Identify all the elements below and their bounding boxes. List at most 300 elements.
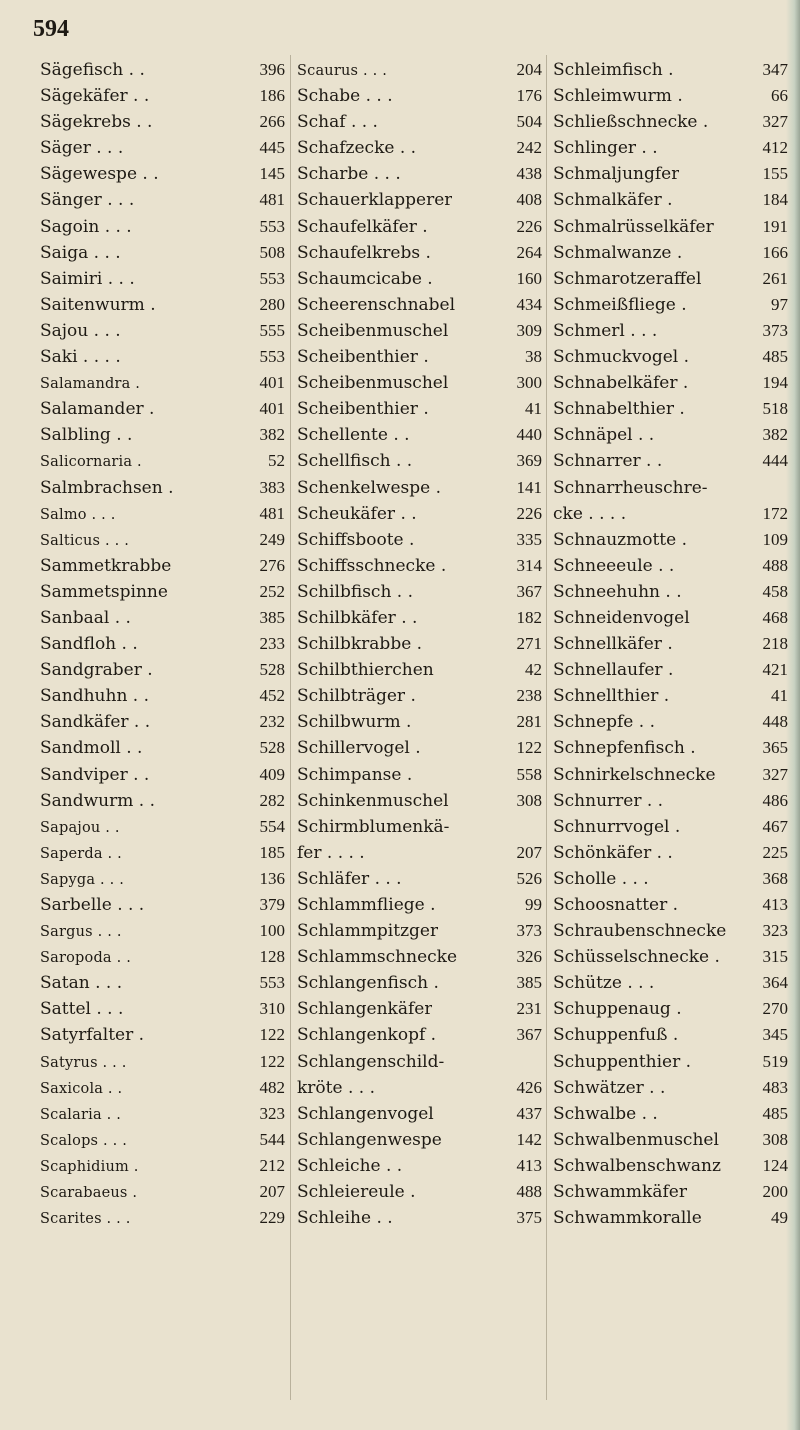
entry-term: Scarites . . . [40,1211,131,1228]
index-column-2 [297,57,542,1231]
entry-term: Salmbrachsen . [40,477,174,498]
index-entry [553,605,788,631]
index-entry [297,318,542,344]
entry-page-number: 176 [516,86,542,106]
entry-page-number: 172 [762,503,788,523]
entry-term: Schleimfisch . [553,60,674,80]
entry-term: Schleiereule . [297,1182,416,1203]
entry-term: Schmerl . . . [553,320,658,341]
index-entry [40,709,285,735]
index-entry [297,344,542,370]
index-entry [297,1049,542,1075]
entry-term: kröte . . . [297,1077,375,1098]
entry-page-number: 445 [259,138,285,158]
entry-page-number: 300 [516,373,542,393]
index-entry [40,527,285,553]
index-entry [297,240,542,266]
entry-term: Salticus . . . [40,532,130,549]
entry-term: Schließschnecke . [553,112,709,133]
index-entry [297,840,542,866]
entry-page-number: 481 [259,190,285,210]
entry-term: Schönkäfer . . [553,842,673,863]
entry-term: Schnauzmotte . [553,529,687,550]
entry-term: Schneidenvogel [553,607,690,628]
entry-page-number: 309 [516,320,542,340]
index-entry [553,344,788,370]
entry-page-number: 280 [259,294,285,314]
entry-page-number: 401 [259,399,285,419]
index-entry [553,1101,788,1127]
entry-page-number: 382 [762,425,788,445]
entry-page-number: 369 [516,451,542,471]
index-entry [297,109,542,135]
entry-term: Schneeeule . . [553,555,675,576]
index-entry [297,605,542,631]
index-entry [40,1075,285,1101]
entry-page-number: 136 [259,868,285,888]
entry-page-number: 212 [259,1155,285,1175]
entry-term: Schabe . . . [297,86,393,107]
index-entry [40,266,285,292]
entry-page-number: 109 [762,529,788,549]
entry-page-number: 204 [516,60,542,79]
entry-term: Schilbfisch . . [297,581,414,602]
entry-page-number: 100 [259,921,285,941]
entry-term: Schlangenfisch . [297,973,439,994]
entry-term: Salbling . . [40,425,133,446]
index-column-1 [40,57,285,1231]
index-entry [297,1022,542,1048]
index-entry [40,892,285,918]
entry-page-number: 408 [516,190,542,210]
entry-term: Satyrus . . . [40,1054,127,1071]
entry-term: Saiga . . . [40,242,121,263]
entry-term: Schnellaufer . [553,660,674,681]
entry-term: Schilbkäfer . . [297,607,418,628]
entry-page-number: 345 [762,1025,788,1045]
entry-term: Scheibenthier . [297,399,429,420]
index-entry [297,214,542,240]
entry-term: Säger . . . [40,138,124,159]
index-entry [553,83,788,109]
index-entry [553,135,788,161]
entry-page-number: 266 [259,112,285,132]
index-entry [297,996,542,1022]
entry-page-number: 155 [762,164,788,184]
entry-term: Scarabaeus . [40,1185,138,1202]
entry-page-number: 485 [762,1103,788,1123]
entry-page-number: 458 [762,581,788,601]
index-entry [553,1153,788,1179]
entry-term: Schnarrheuschre- [553,477,708,498]
entry-page-number: 128 [259,947,285,967]
index-entry [297,1205,542,1231]
index-entry [297,83,542,109]
entry-term: Schnabelkäfer . [553,373,689,394]
entry-page-number: 526 [516,868,542,888]
entry-page-number: 519 [762,1051,788,1071]
entry-page-number: 264 [516,242,542,262]
index-entry [553,814,788,840]
index-entry [553,709,788,735]
index-entry [553,161,788,187]
index-entry [40,683,285,709]
index-entry [553,475,788,501]
index-entry [40,918,285,944]
index-entry [297,266,542,292]
entry-page-number: 327 [762,112,788,132]
index-entry [297,762,542,788]
entry-page-number: 207 [516,842,542,862]
entry-term: cke . . . . [553,503,627,524]
entry-term: Sandfloh . . [40,634,138,655]
entry-term: Scalaria . . [40,1106,122,1123]
index-entry [297,1101,542,1127]
index-entry [40,579,285,605]
entry-term: Sammetkrabbe [40,555,172,576]
entry-page-number: 249 [259,529,285,549]
index-entry [553,1049,788,1075]
entry-page-number: 310 [259,999,285,1019]
index-entry [297,161,542,187]
entry-term: Salmo . . . [40,506,116,523]
index-entry [40,1022,285,1048]
entry-page-number: 207 [259,1182,285,1202]
entry-term: Schlammschnecke [297,947,458,968]
entry-page-number: 528 [259,660,285,680]
entry-page-number: 276 [259,555,285,575]
column-divider [290,55,291,1400]
entry-term: Sägekrebs . . [40,112,153,133]
index-entry [297,944,542,970]
entry-page-number: 554 [259,816,285,836]
entry-page-number: 38 [525,347,542,367]
index-entry [553,657,788,683]
index-entry [40,214,285,240]
index-entry [297,422,542,448]
entry-page-number: 409 [259,764,285,784]
index-entry [40,996,285,1022]
index-entry [553,1179,788,1205]
entry-term: Schauerklapperer [297,190,453,211]
entry-term: Salicornaria . [40,454,142,471]
entry-page-number: 99 [525,895,542,914]
entry-term: Schillervogel . [297,738,421,759]
entry-page-number: 242 [516,138,542,158]
index-entry [297,292,542,318]
entry-term: Scharbe . . . [297,164,401,185]
entry-term: Scheukäfer . . [297,503,417,524]
entry-term: Sägefisch . . [40,60,145,80]
entry-term: Schilbträger . [297,686,416,707]
index-entry [553,553,788,579]
entry-page-number: 448 [762,712,788,732]
entry-term: Salamandra . [40,376,141,393]
entry-page-number: 488 [516,1182,542,1202]
entry-page-number: 166 [762,242,788,262]
entry-term: Sandviper . . [40,764,150,785]
entry-term: Schafzecke . . [297,138,417,159]
entry-page-number: 544 [259,1129,285,1149]
entry-page-number: 504 [516,112,542,132]
entry-page-number: 252 [259,581,285,601]
index-entry [40,1101,285,1127]
index-entry [297,57,542,83]
index-entry [297,1153,542,1179]
entry-term: Sägewespe . . [40,164,159,185]
entry-term: Schlammpitzger [297,921,439,942]
entry-term: Schmaljungfer [553,164,680,185]
index-entry [553,266,788,292]
index-entry [40,448,285,474]
entry-page-number: 225 [762,842,788,862]
index-entry [40,553,285,579]
entry-page-number: 412 [762,138,788,158]
entry-page-number: 486 [762,790,788,810]
entry-page-number: 42 [525,660,542,680]
entry-term: Saki . . . . [40,347,121,368]
entry-page-number: 327 [762,764,788,784]
column-divider [546,55,547,1400]
entry-term: Schilbthierchen [297,660,434,681]
entry-page-number: 368 [762,868,788,888]
index-entry [297,527,542,553]
entry-page-number: 124 [762,1155,788,1175]
entry-page-number: 122 [259,1051,285,1071]
entry-page-number: 383 [259,477,285,497]
index-entry [40,422,285,448]
index-entry [297,683,542,709]
entry-page-number: 200 [762,1182,788,1202]
index-entry [297,631,542,657]
entry-term: Schmarotzeraffel [553,268,702,289]
entry-page-number: 226 [516,503,542,523]
entry-page-number: 308 [516,790,542,810]
index-entry [553,448,788,474]
entry-page-number: 49 [771,1208,788,1228]
entry-term: Sänger . . . [40,190,135,211]
entry-page-number: 231 [516,999,542,1019]
index-entry [297,735,542,761]
entry-term: Schnepfe . . [553,712,655,733]
index-entry [40,605,285,631]
entry-page-number: 347 [762,60,788,79]
entry-term: Satan . . . [40,973,123,994]
index-entry [553,944,788,970]
entry-term: Schwammkoralle [553,1208,702,1229]
index-entry [40,396,285,422]
entry-page-number: 413 [762,895,788,914]
index-entry [553,422,788,448]
index-entry [553,1127,788,1153]
index-entry [297,918,542,944]
index-entry [553,214,788,240]
index-entry [553,918,788,944]
entry-term: Schütze . . . [553,973,655,994]
index-entry [553,187,788,213]
entry-page-number: 482 [259,1077,285,1097]
entry-page-number: 184 [762,190,788,210]
index-column-3 [553,57,788,1231]
entry-page-number: 440 [516,425,542,445]
index-entry [40,109,285,135]
entry-term: Schaufelkäfer . [297,216,428,237]
entry-page-number: 218 [762,634,788,654]
entry-page-number: 182 [516,607,542,627]
entry-page-number: 232 [259,712,285,732]
entry-term: Schnellthier . [553,686,670,707]
entry-term: Schnellkäfer . [553,634,673,655]
entry-term: Sapyga . . . [40,871,125,888]
entry-page-number: 553 [259,347,285,367]
index-entry [553,396,788,422]
entry-page-number: 437 [516,1103,542,1123]
entry-term: Schellente . . [297,425,410,446]
index-entry [297,187,542,213]
entry-term: Satyrfalter . [40,1025,145,1046]
index-entry [297,709,542,735]
entry-page-number: 261 [762,268,788,288]
entry-page-number: 229 [259,1208,285,1228]
index-entry [553,892,788,918]
entry-term: Saxicola . . [40,1080,123,1097]
entry-page-number: 382 [259,425,285,445]
entry-term: Scaphidium . [40,1158,139,1175]
entry-term: Schraubenschnecke [553,921,727,942]
index-entry [553,840,788,866]
index-entry [40,344,285,370]
index-entry [40,788,285,814]
entry-page-number: 365 [762,738,788,758]
index-entry [553,1022,788,1048]
entry-term: Sarbelle . . . [40,895,145,915]
index-entry [297,448,542,474]
entry-term: Schleihe . . [297,1208,393,1229]
entry-term: Sattel . . . [40,999,124,1020]
entry-term: Scalops . . . [40,1132,128,1149]
index-entry [40,161,285,187]
entry-term: Scholle . . . [553,868,649,889]
index-entry [553,501,788,527]
page-number: 594 [33,16,69,42]
entry-page-number: 553 [259,216,285,236]
entry-page-number: 233 [259,634,285,654]
index-entry [553,788,788,814]
entry-term: Schoosnatter . [553,895,679,915]
entry-page-number: 323 [259,1103,285,1123]
index-entry [553,631,788,657]
entry-term: Sägekäfer . . [40,86,150,107]
entry-page-number: 444 [762,451,788,471]
index-entry [40,944,285,970]
entry-term: Schmalkäfer . [553,190,673,211]
entry-term: Schilbkrabbe . [297,634,423,655]
index-entry [40,187,285,213]
index-entry [40,318,285,344]
entry-page-number: 373 [516,921,542,941]
index-entry [297,475,542,501]
entry-term: Schlangenkopf . [297,1025,437,1046]
entry-page-number: 314 [516,555,542,575]
entry-term: Schmeißfliege . [553,294,687,315]
entry-term: Schnurrer . . [553,790,664,811]
entry-term: Sargus . . . [40,924,122,941]
entry-term: Saperda . . [40,845,122,862]
entry-term: Scheibenthier . [297,347,429,368]
index-entry [297,553,542,579]
entry-term: Schaumcicabe . [297,268,433,289]
entry-page-number: 364 [762,973,788,993]
entry-term: Schaufelkrebs . [297,242,431,263]
entry-term: Schinkenmuschel [297,790,449,811]
index-entry [297,135,542,161]
entry-page-number: 191 [762,216,788,236]
entry-term: Schimpanse . [297,764,413,785]
entry-page-number: 555 [259,320,285,340]
entry-page-number: 518 [762,399,788,419]
entry-term: Schuppenthier . [553,1051,692,1072]
entry-page-number: 282 [259,790,285,810]
index-entry [553,1075,788,1101]
index-entry [40,370,285,396]
entry-term: Schlangenvogel [297,1103,434,1124]
entry-page-number: 145 [259,164,285,184]
index-entry [40,631,285,657]
entry-page-number: 385 [259,607,285,627]
entry-page-number: 160 [516,268,542,288]
index-entry [553,370,788,396]
index-entry [40,83,285,109]
entry-page-number: 413 [516,1155,542,1175]
index-entry [40,240,285,266]
entry-term: Schlangenkäfer [297,999,433,1020]
entry-term: Schleimwurm . [553,86,683,107]
entry-term: Sandhuhn . . [40,686,150,707]
entry-page-number: 375 [516,1208,542,1228]
entry-term: Saropoda . . [40,950,132,967]
entry-term: Schmuckvogel . [553,347,690,368]
entry-term: Sajou . . . [40,320,121,341]
index-entry [297,970,542,996]
index-entry [40,1153,285,1179]
entry-page-number: 553 [259,973,285,993]
entry-term: Sapajou . . [40,819,120,836]
index-entry [40,866,285,892]
index-entry [40,1205,285,1231]
entry-page-number: 41 [771,686,788,706]
entry-term: Schlinger . . [553,138,658,159]
entry-page-number: 426 [516,1077,542,1097]
entry-term: Scheibenmuschel [297,373,449,394]
entry-term: Schwalbenschwanz [553,1155,721,1176]
entry-page-number: 528 [259,738,285,758]
index-entry [297,788,542,814]
entry-term: Scheerenschnabel [297,294,456,315]
entry-page-number: 485 [762,347,788,367]
entry-term: Schlangenschild- [297,1051,445,1072]
entry-page-number: 335 [516,529,542,549]
entry-term: Sandkäfer . . [40,712,151,733]
entry-term: Schmalwanze . [553,242,683,263]
entry-term: Schnäpel . . [553,425,655,446]
entry-term: Schiffsschnecke . [297,555,447,576]
index-entry [40,292,285,318]
entry-page-number: 379 [259,895,285,914]
index-entry [40,762,285,788]
entry-page-number: 185 [259,842,285,862]
entry-page-number: 281 [516,712,542,732]
entry-term: Scheibenmuschel [297,320,449,341]
